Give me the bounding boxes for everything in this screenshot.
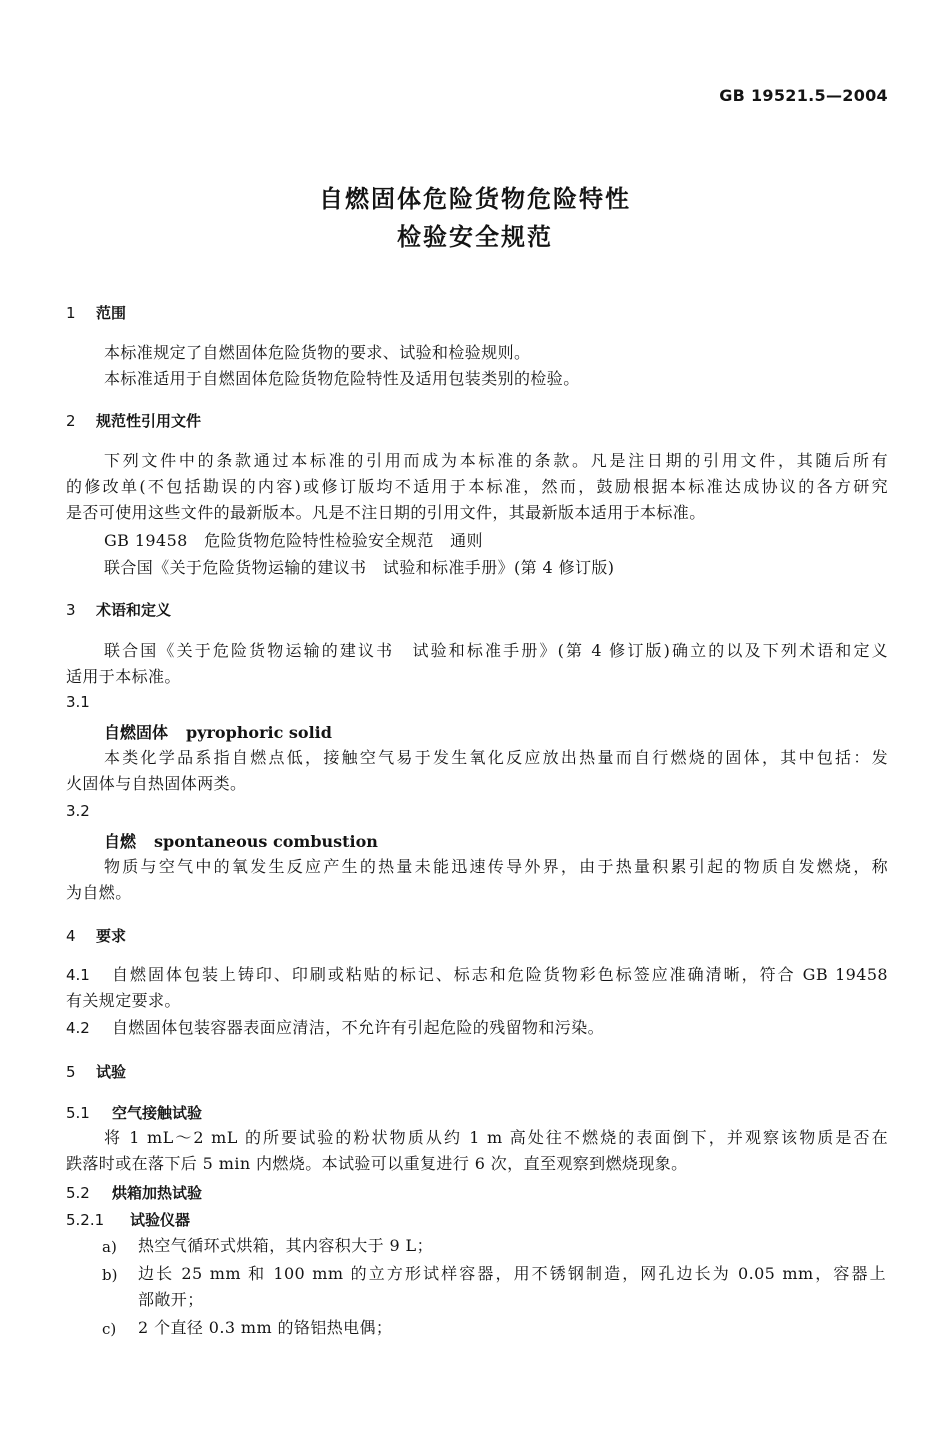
clause-line: 自燃固体包装容器表面应清洁，不允许有引起危险的残留物和污染。 [112,1018,605,1037]
list-item-marker: b) [102,1266,118,1284]
section-number: 4 [66,927,76,945]
reference-item: 联合国《关于危险货物运输的建议书 试验和标准手册》(第 4 修订版) [104,558,615,577]
definition-line: 火固体与自热固体两类。 [66,774,247,793]
paragraph: 本标准规定了自燃固体危险货物的要求、试验和检验规则。 [104,343,531,362]
section-1-heading [66,302,126,323]
list-item-text-continued: 部敞开； [138,1290,204,1309]
section-title: 要求 [96,927,127,945]
paragraph-line: 的修改单(不包括勘误的内容)或修订版均不适用于本标准，然而，鼓励根据本标准达成协议的各方研究 [66,477,888,496]
section-3-heading [66,599,171,620]
subsection-5-2-1-heading [66,1209,190,1230]
document-title-line2: 检验安全规范 [397,223,553,251]
section-number: 1 [66,304,76,322]
definition-line: 为自燃。 [66,883,132,902]
section-5-heading [66,1061,126,1082]
list-item-text: 边长 25 mm 和 100 mm 的立方形试样容器，用不锈钢制造，网孔边长为 0.05 mm，容器上 [138,1264,886,1283]
section-number: 3 [66,601,76,619]
section-title: 术语和定义 [96,601,172,619]
paragraph-line: 下列文件中的条款通过本标准的引用而成为本标准的条款。凡是注日期的引用文件，其随后所有 [104,451,888,470]
list-item-marker: a) [102,1238,117,1256]
subsection-number: 5.2 [66,1184,90,1202]
section-4-heading [66,925,126,946]
term-chinese: 自燃 [104,832,137,851]
subsection-title: 试验仪器 [130,1211,191,1229]
term-entry [104,720,332,743]
clause-number: 4.1 [66,966,90,984]
paragraph-line: 将 1 mL～2 mL 的所要试验的粉状物质从约 1 m 高处往不燃烧的表面倒下，并观察该物质是否在 [104,1128,888,1147]
section-2-heading [66,410,201,431]
subsection-number: 3.1 [66,693,90,711]
paragraph-line: 联合国《关于危险货物运输的建议书 试验和标准手册》(第 4 修订版)确立的以及下列术语和定义 [104,641,888,660]
definition-line: 本类化学品系指自燃点低，接触空气易于发生氧化反应放出热量而自行燃烧的固体，其中包括：发 [104,748,888,767]
subsection-number: 5.1 [66,1104,90,1122]
clause-line: 自燃固体包装上铸印、印刷或粘贴的标记、标志和危险货物彩色标签应准确清晰，符合 GB 19458 [112,965,888,984]
clause-number: 4.2 [66,1019,90,1037]
section-title: 范围 [96,304,127,322]
paragraph-line: 是否可使用这些文件的最新版本。凡是不注日期的引用文件，其最新版本适用于本标准。 [66,503,706,522]
subsection-5-2-heading [66,1182,202,1203]
paragraph-line: 适用于本标准。 [66,667,181,686]
standard-code: GB 19521.5—2004 [719,86,888,105]
subsection-number: 3.2 [66,802,90,820]
term-chinese: 自燃固体 [104,723,169,742]
term-english: spontaneous combustion [154,832,378,851]
paragraph: 本标准适用于自燃固体危险货物危险特性及适用包装类别的检验。 [104,369,580,388]
subsection-title: 烘箱加热试验 [112,1184,203,1202]
reference-item: GB 19458 危险货物危险特性检验安全规范 通则 [104,531,483,550]
term-english: pyrophoric solid [186,723,332,742]
section-number: 2 [66,412,76,430]
section-title: 试验 [96,1063,127,1081]
definition-line: 物质与空气中的氧发生反应产生的热量未能迅速传导外界，由于热量积累引起的物质自发燃烧，称 [104,857,888,876]
subsection-title: 空气接触试验 [112,1104,203,1122]
list-item-marker: c) [102,1320,117,1338]
list-item-text: 2 个直径 0.3 mm 的铬铝热电偶； [138,1318,393,1337]
subsection-5-1-heading [66,1102,202,1123]
document-title-line1: 自燃固体危险货物危险特性 [319,185,631,213]
term-entry [104,829,378,852]
list-item-text: 热空气循环式烘箱，其内容积大于 9 L； [138,1236,433,1255]
section-number: 5 [66,1063,76,1081]
clause-line: 有关规定要求。 [66,991,181,1010]
paragraph-line: 跌落时或在落下后 5 min 内燃烧。本试验可以重复进行 6 次，直至观察到燃烧现象。 [66,1154,688,1173]
section-title: 规范性引用文件 [96,412,202,430]
subsection-number: 5.2.1 [66,1211,105,1229]
